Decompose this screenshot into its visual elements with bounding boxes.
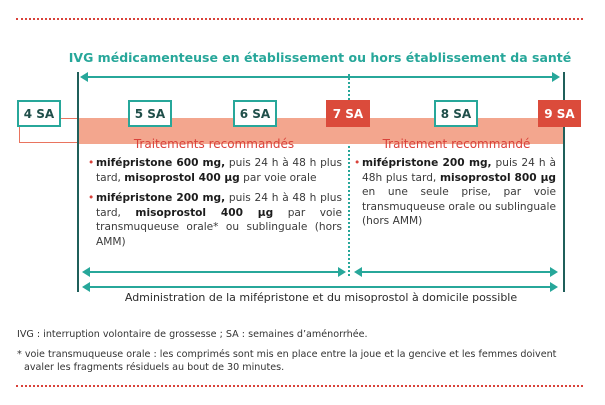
week-6-sa: 6 SA [233,100,277,127]
bottom-divider [16,385,583,387]
left-treatment-item: • mifépristone 600 mg, puis 24 h à 48 h plus tard, misoprostol 400 µg par voie orale [88,156,342,185]
right-treatment-list [354,156,556,235]
arrow-right-icon [338,267,346,277]
right-treatment-item: • mifépristone 200 mg, puis 24 h à 48h plus tard, misoprostol 800 µg en une seule prise, par voie transmuqueuse orale ou sublinguale (hors AMM) [354,156,556,229]
diagram-title: IVG médicamenteuse en établissement ou hors établissement da santé [68,50,572,65]
home-administration-arrow [86,286,554,288]
left-treatment-item: • mifépristone 200 mg, puis 24 h à 48 h plus tard, misoprostol 400 µg par voie transmuqueuse orale* ou sublinguale (hors AMM) [88,191,342,249]
arrow-right-icon [550,267,558,277]
week-5-sa: 5 SA [128,100,172,127]
week-9-sa: 9 SA [538,100,581,127]
arrow-left-icon [354,267,362,277]
home-administration-label: Administration de la mifépristone et du misoprostol à domicile possible [124,291,518,304]
top-divider [16,18,583,20]
week-7-sa: 7 SA [326,100,370,127]
abbreviation-note: IVG : interruption volontaire de grossesse ; SA : semaines d’aménorrhée. [17,329,368,340]
arrow-left-icon [80,72,88,82]
top-span-arrow [84,76,556,78]
left-boundary-line [77,72,79,292]
right-section-title: Traitement recommandé [382,137,531,151]
arrow-left-icon [82,267,90,277]
left-period-arrow [86,271,342,273]
arrow-right-icon [552,72,560,82]
footnote: * voie transmuqueuse orale : les comprimés sont mis en place entre la joue et la gencive et les femmes doivent avaler les fragments résiduels au bout de 30 minutes. [17,349,557,373]
week-8-sa: 8 SA [434,100,478,127]
week-4-sa: 4 SA [17,100,61,127]
left-section-title: Traitements recommandés [133,137,295,151]
right-period-arrow [358,271,554,273]
left-treatment-list [88,156,342,255]
